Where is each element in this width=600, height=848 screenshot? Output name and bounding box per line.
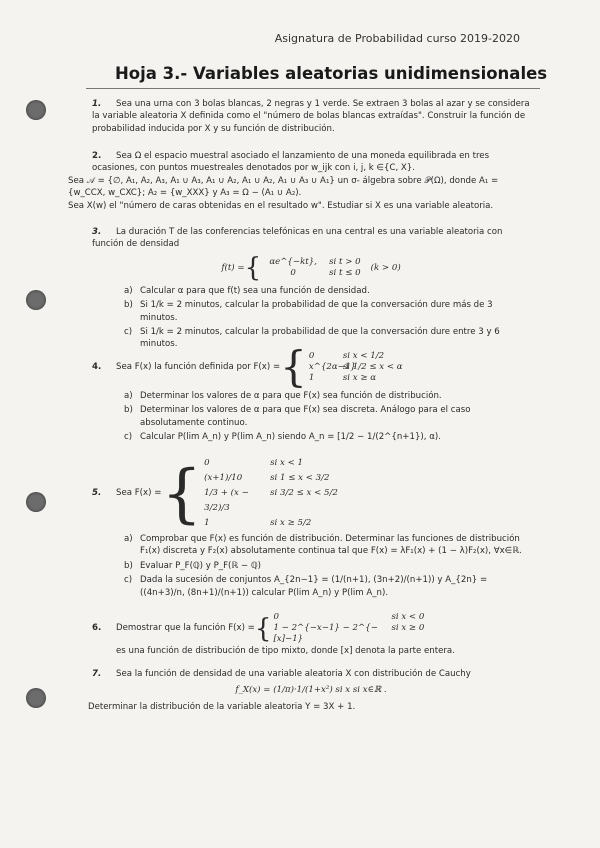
case-expression: 0 — [273, 612, 279, 622]
exercise-number: 1. — [92, 99, 102, 109]
sigma-algebra-definition: Sea 𝒜 = {∅, A₁, A₂, A₃, A₁ ∪ A₃, A₁ ∪ A₂, A₁ ∪ A₂, A₁ ∪ A₃ ∪ A₁} un σ- álgebra sobre 𝒫(Ω), donde A₁ = {w_CCX, w_CXC}; A₂ = {w_XXX} y A₃ = Ω − (A₁ ∪ A₂). — [68, 175, 499, 199]
case-condition: si 1/2 ≤ x < α — [342, 361, 403, 372]
subquestion-c: c) Si 1/k = 2 minutos, calcular la probabilidad de que la conversación dure entre 3 y 6 minutos. — [124, 327, 500, 350]
exercise-3 — [92, 226, 530, 351]
exercise-text: Sea F(x) la función definida por F(x) = — [116, 361, 281, 372]
exercise-text: Sea F(x) = — [116, 488, 162, 499]
case-expression: 1/3 + (x − 3/2)/3 — [204, 488, 249, 513]
brace-icon: { — [244, 252, 262, 283]
exercise-4 — [92, 342, 530, 444]
case-expression: (x+1)/10 — [204, 473, 243, 483]
case-condition: si x < 0 — [391, 612, 425, 622]
density-formula — [92, 252, 530, 283]
case-expression: 0 — [290, 267, 296, 278]
case-expression: 0 — [204, 458, 210, 468]
exercise-text: La duración T de las conferencias telefónicas en una central es una variable aleatoria con función de densidad — [92, 227, 503, 250]
case-expression: x^{2α−1} — [308, 361, 356, 372]
exercise-number: 4. — [92, 361, 102, 372]
case-condition: si 3/2 ≤ x < 5/2 — [270, 488, 338, 498]
exercise-text-continued: es una función de distribución de tipo mixto, donde [x] denota la parte entera. — [116, 646, 455, 656]
case-condition: si 1 ≤ x < 3/2 — [270, 473, 330, 483]
exercise-5 — [92, 456, 530, 599]
title-underline — [86, 88, 540, 89]
exercise-number: 7. — [92, 669, 102, 679]
subquestion-b: b) Determinar los valores de α para que F(x) sea discreta. Análogo para el caso absolutamente continuo. — [124, 405, 471, 428]
formula-lhs: f(t) = — [221, 262, 245, 273]
subquestion-b: b) Si 1/k = 2 minutos, calcular la probabilidad de que la conversación dure más de 3 minutos. — [124, 300, 493, 323]
subquestion-a: a) Comprobar que F(x) es función de distribución. Determinar las funciones de distribución F₁(x) discreta y F₂(x) absolutamente continua tal que F(x) = λF₁(x) + (1 − λ)F₂(x), ∀x∈ℝ. — [124, 534, 522, 557]
case-expression: 0 — [308, 350, 315, 361]
brace-icon: { — [161, 456, 203, 531]
case-expression: 1 − 2^{−x−1} − 2^{−[x]−1} — [273, 623, 378, 644]
exercise-number: 5. — [92, 488, 102, 499]
case-condition: si x < 1/2 — [342, 350, 385, 361]
case-condition: si x ≥ α — [342, 372, 377, 383]
exercise-text: Sea Ω el espacio muestral asociado el lanzamiento de una moneda equilibrada en tres ocasiones, con puntos muestreales denotados por w_ijk con i, j, k ∈{C, X}. — [92, 151, 490, 174]
punch-hole-icon — [26, 100, 46, 120]
brace-icon: { — [280, 342, 307, 391]
case-condition: si t > 0 — [329, 256, 361, 267]
case-condition: si x ≥ 0 — [391, 623, 425, 633]
punch-hole-icon — [26, 290, 46, 310]
case-condition: si t ≤ 0 — [329, 267, 361, 278]
exercise-number: 3. — [92, 227, 102, 237]
exercise-2 — [68, 150, 530, 212]
exercise-text: Demostrar que la función F(x) = — [116, 623, 255, 634]
exercise-number: 2. — [92, 151, 102, 161]
exercise-text: Sea una urna con 3 bolas blancas, 2 negras y 1 verde. Se extraen 3 bolas al azar y se considera la variable aleatoria X definida como el "número de bolas blancas extraídas". Construir la función de probabilidad inducida por X y su función de distribución. — [92, 99, 530, 134]
exercise-number: 6. — [92, 623, 102, 634]
subquestion-a: a) Determinar los valores de α para que F(x) sea función de distribución. — [124, 391, 442, 401]
exercise-1 — [92, 98, 530, 135]
page-title: Hoja 3.- Variables aleatorias unidimensionales — [115, 64, 548, 83]
course-header: Asignatura de Probabilidad curso 2019-2020 — [274, 32, 520, 45]
punch-hole-icon — [26, 688, 46, 708]
case-condition: si x < 1 — [270, 458, 304, 468]
subquestion-a: a) Calcular α para que f(t) sea una función de densidad. — [124, 285, 370, 296]
case-expression: 1 — [204, 518, 210, 528]
subquestion-c: c) Dada la sucesión de conjuntos A_{2n−1} = (1/(n+1), (3n+2)/(n+1)) y A_{2n} = ((4n+3)/n, (8n+1)/(n+1)) calcular P(lim A_n) y P(lim A_n). — [124, 575, 488, 598]
subquestion-c: c) Calcular P(lim A_n) y P(lim A_n) siendo A_n = [1/2 − 1/(2^{n+1}), α). — [124, 432, 441, 443]
brace-icon: { — [254, 613, 272, 644]
exercise-6 — [92, 612, 530, 657]
punch-hole-icon — [26, 492, 46, 512]
exercise-question: Determinar la distribución de la variable aleatoria Y = 3X + 1. — [88, 701, 356, 712]
subquestion-b: b) Evaluar P_F(ℚ) y P_F(ℝ − ℚ) — [124, 560, 261, 571]
cauchy-density-formula: f_X(x) = (1/π)·1/(1+x²) si x si x∈ℝ . — [235, 685, 387, 696]
exercise-text: Sea la función de densidad de una variable aleatoria X con distribución de Cauchy — [116, 669, 471, 679]
parameter-condition: (k > 0) — [370, 262, 401, 273]
exercise-7 — [88, 668, 530, 713]
exercise-question: Sea X(w) el "número de caras obtenidas en el resultado w". Estudiar si X es una variable aleatoria. — [68, 200, 494, 211]
case-expression: 1 — [308, 372, 315, 383]
case-expression: αe^{−kt}, — [269, 256, 317, 267]
case-condition: si x ≥ 5/2 — [270, 518, 312, 528]
